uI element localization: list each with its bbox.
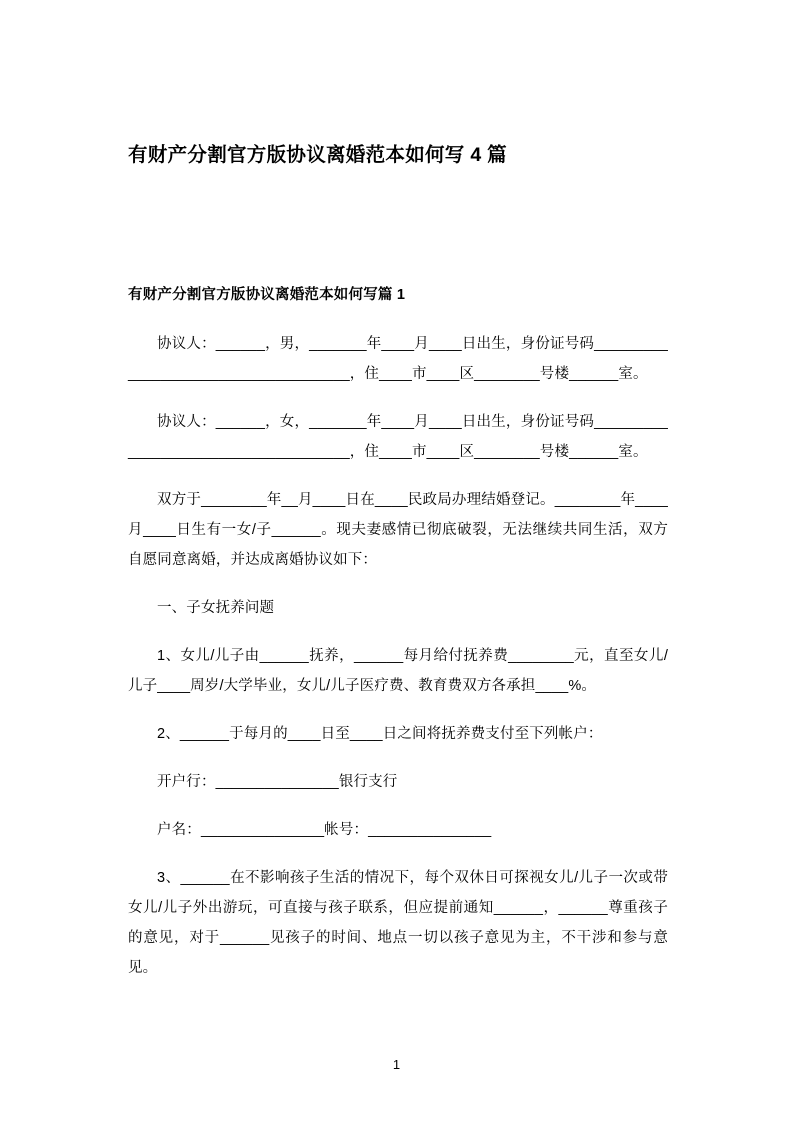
paragraph-section-one-title: 一、子女抚养问题 [157,600,275,616]
paragraph-marriage-background: 双方于________年__月____日在____民政局办理结婚登记。________年____月____日生有一女/子______。现夫妻感情已彻底破裂，无法继续共同生活，双方自愿同意离婚，并达成离婚协议如下： [128,492,668,568]
paragraph-bank-branch: 开户行：_______________银行支行 [157,774,398,790]
paragraph-party-female: 协议人：______，女，_______年____月____日出生，身份证号码____________________________________，住____市____区________号楼______室。 [128,414,668,460]
paragraph-party-male: 协议人：______，男，_______年____月____日出生，身份证号码____________________________________，住____市____区________号楼______室。 [128,336,668,382]
document-body [128,283,668,1001]
section-heading: 有财产分割官方版协议离婚范本如何写篇 1 [128,287,406,303]
paragraph-account-name: 户名：_______________帐号：_______________ [157,822,492,838]
paragraph-item-3: 3、______在不影响孩子生活的情况下，每个双休日可探视女儿/儿子一次或带女儿/儿子外出游玩，可直接与孩子联系，但应提前通知______，______尊重孩子的意见，对于______见孩子的时间、地点一切以孩子意见为主，不干涉和参与意见。 [128,870,668,976]
page-number: 1 [392,1057,401,1072]
paragraph-item-1: 1、女儿/儿子由______抚养，______每月给付抚养费________元，直至女儿/儿子____周岁/大学毕业，女儿/儿子医疗费、教育费双方各承担____%。 [128,648,668,694]
paragraph-item-2: 2、______于每月的____日至____日之间将抚养费支付至下列帐户： [157,726,603,742]
document-title: 有财产分割官方版协议离婚范本如何写 4 篇 [128,144,507,166]
